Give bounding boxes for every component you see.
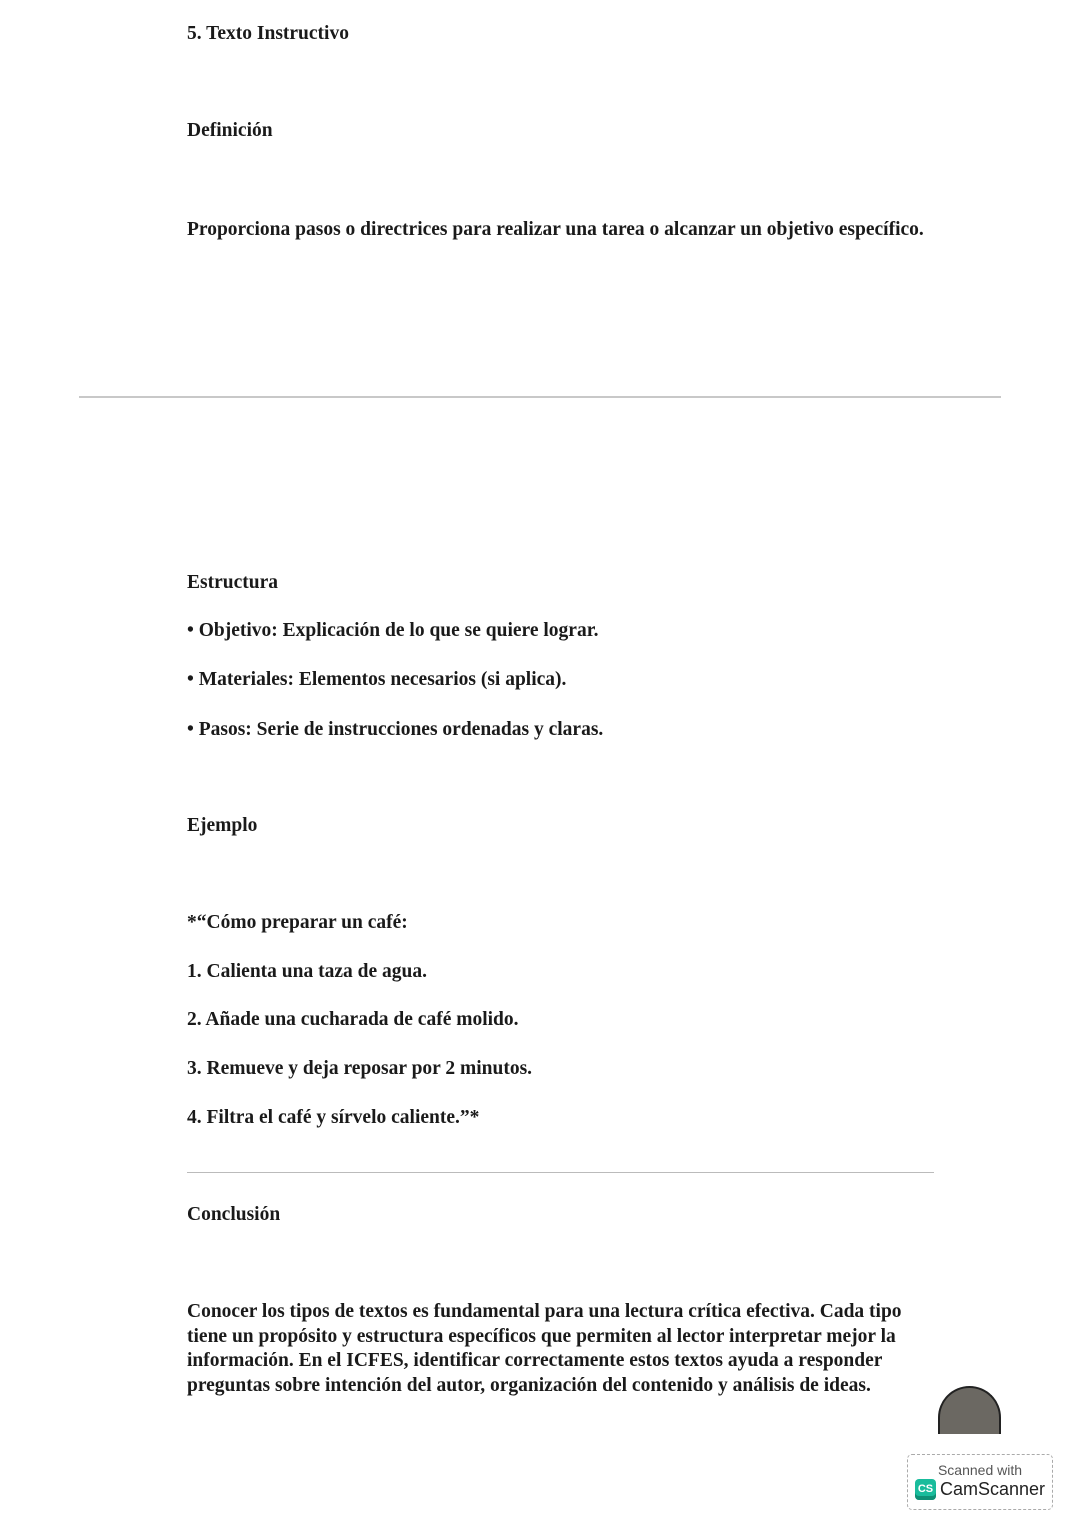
estructura-item: • Materiales: Elementos necesarios (si aplica). <box>187 669 567 690</box>
ejemplo-step: 1. Calienta una taza de agua. <box>187 961 427 982</box>
estructura-heading: Estructura <box>187 572 278 593</box>
conclusion-heading: Conclusión <box>187 1204 281 1225</box>
ejemplo-step: 2. Añade una cucharada de café molido. <box>187 1009 519 1030</box>
page-divider <box>79 396 1001 398</box>
ejemplo-intro: *“Cómo preparar un café: <box>187 912 408 933</box>
estructura-item: • Objetivo: Explicación de lo que se quiere lograr. <box>187 620 599 641</box>
section-divider <box>187 1172 934 1173</box>
conclusion-line: tiene un propósito y estructura específicos que permiten al lector interpretar mejor la <box>187 1325 896 1347</box>
camscanner-brand: CamScanner <box>939 1479 1046 1499</box>
camscanner-logo-icon: CS <box>915 1479 936 1500</box>
conclusion-paragraph <box>187 1300 902 1398</box>
definicion-heading: Definición <box>187 120 273 141</box>
ejemplo-heading: Ejemplo <box>187 815 258 836</box>
conclusion-line: información. En el ICFES, identificar correctamente estos textos ayuda a responder <box>187 1350 883 1371</box>
camscanner-watermark <box>907 1454 1053 1510</box>
finger-shadow-artifact <box>938 1386 1001 1434</box>
ejemplo-step: 3. Remueve y deja reposar por 2 minutos. <box>187 1058 533 1079</box>
section-title: 5. Texto Instructivo <box>187 23 349 44</box>
ejemplo-step: 4. Filtra el café y sírvelo caliente.”* <box>187 1107 480 1128</box>
conclusion-line: preguntas sobre intención del autor, organización del contenido y análisis de ideas. <box>187 1374 871 1396</box>
definicion-text: Proporciona pasos o directrices para realizar una tarea o alcanzar un objetivo específico. <box>187 219 924 240</box>
scanned-with-label: Scanned with <box>937 1462 1023 1478</box>
conclusion-line: Conocer los tipos de textos es fundamental para una lectura crítica efectiva. Cada tipo <box>187 1301 902 1322</box>
estructura-item: • Pasos: Serie de instrucciones ordenadas y claras. <box>187 719 604 740</box>
